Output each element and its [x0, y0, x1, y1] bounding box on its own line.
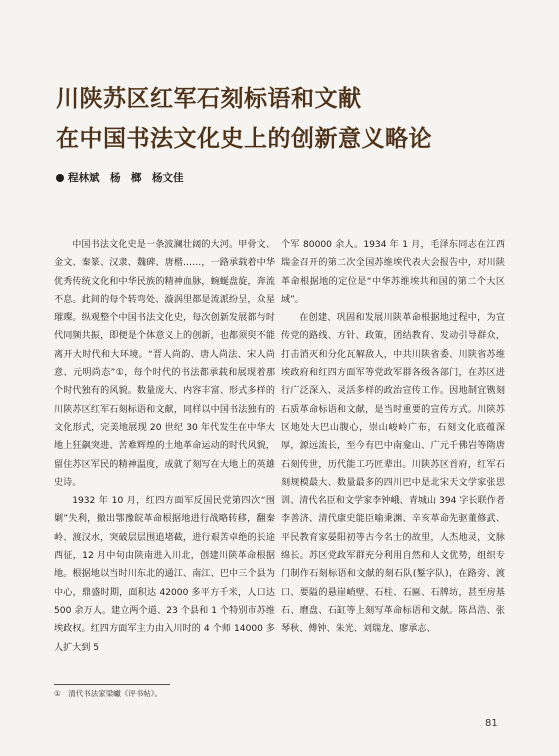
- author-line: [56, 170, 184, 185]
- footnote: ① 清代书法家梁巘《评书帖》。: [54, 689, 162, 698]
- body-paragraph: 1932 年 10 月，红四方面军反国民党第四次“围剿”失利，撤出鄂豫皖革命根据地进行战略转移，翻秦岭、渡汉水，突破层层围追堵截，进行艰苦卓绝的长途西征，12 月中旬由陕南进入川北，创建川陕革命根据地。根据地以当时川东北的通江、南江、巴中三个县为中心，鼎盛时期，面积达 42000 多平方千米，人口达 500 余万人。建立两个道、23 个县和 1 个特别市苏维埃政权。红四方面军主力由入川时的 4 个师 14000 多人扩大到 5: [54, 496, 275, 653]
- page-number: 81: [485, 718, 498, 729]
- body-paragraph: 在创建、巩固和发展川陕革命根据地过程中，为宣传党的路线、方针、政策，团结教育、发动引导群众，打击消灭和分化瓦解敌人，中共川陕省委、川陕省苏维埃政府和红四方面军等党政军群各级各部门，在苏区进行广泛深入、灵活多样的政治宣传工作。因地制宜镌刻石质革命标语和文献，是当时重要的宣传方式。川陕苏区地处大巴山腹心，崇山峻岭广布，石刻文化底蕴深厚，源远流长，至今有巴中南龛山、广元千佛岩等隋唐石刻传世，历代能工巧匠辈出。川陕苏区首府，红军石刻规模最大、数量最多的四川巴中是北宋天文学家张思训、清代名臣和文学家李钟峨、青城山 394 字长联作者李善济、清代康史能臣喻秉渊、辛亥革命先驱董修武、平民教育家晏阳初等古今名士的故里，人杰地灵，文脉绵长。苏区党政军群充分利用自然和人文优势，组织专门制作石刻标语和文献的刻石队(錾字队)，在路旁、渡口、要隘的悬崖峭壁、石柱、石匾、石牌坊，甚至房基石、磨盘、石缸等上刻写革命标语和文献。陈昌浩、张琴秋、傅钟、朱光、刘瑞龙、廖承志、: [281, 313, 505, 635]
- article-title-line-2: 在中国书法文化史上的创新意义略论: [56, 126, 432, 152]
- body-column-left: [54, 236, 275, 657]
- article-title-line-1: 川陕苏区红军石刻标语和文献: [56, 86, 362, 112]
- footnote-divider: [54, 684, 170, 685]
- body-column-right: [281, 236, 505, 639]
- body-paragraph: 中国书法文化史是一条波澜壮阔的大河。甲骨文、金文、秦篆、汉隶、魏碑、唐楷……，一路承载着中华优秀传统文化和中华民族的精神血脉，蜿蜒盘旋，奔流不息。此间的每个转弯处、漩涡里都是流派纷呈，众星璀璨。纵观整个中国书法文化史，每次创新发展都与时代同频共振，即便是个体意义上的创新，也都须臾不能离开大时代和大环境。“晋人尚韵、唐人尚法、宋人尚意、元明尚态”①，每个时代的书法都承载和展现着那个时代独有的风貌。数量庞大、内容丰富、形式多样的川陕苏区红军石刻标语和文献，同样以中国书法独有的文化形式，完美地展现 20 世纪 30 年代发生在中华大地上狂飙突进、苦难辉煌的土地革命运动的时代风貌，留住苏区军民的精神温度，成就了刻写在大地上的英雄史诗。: [54, 240, 275, 488]
- bullet-icon: [56, 174, 64, 182]
- body-paragraph-continued: 个军 80000 余人。1934 年 1 月，毛泽东同志在江西瑞金召开的第二次全国苏维埃代表大会报告中，对川陕革命根据地的定位是“中华苏维埃共和国的第二个大区域”。: [281, 240, 505, 305]
- author-names: 程林斌 杨 榔 杨文佳: [68, 172, 184, 184]
